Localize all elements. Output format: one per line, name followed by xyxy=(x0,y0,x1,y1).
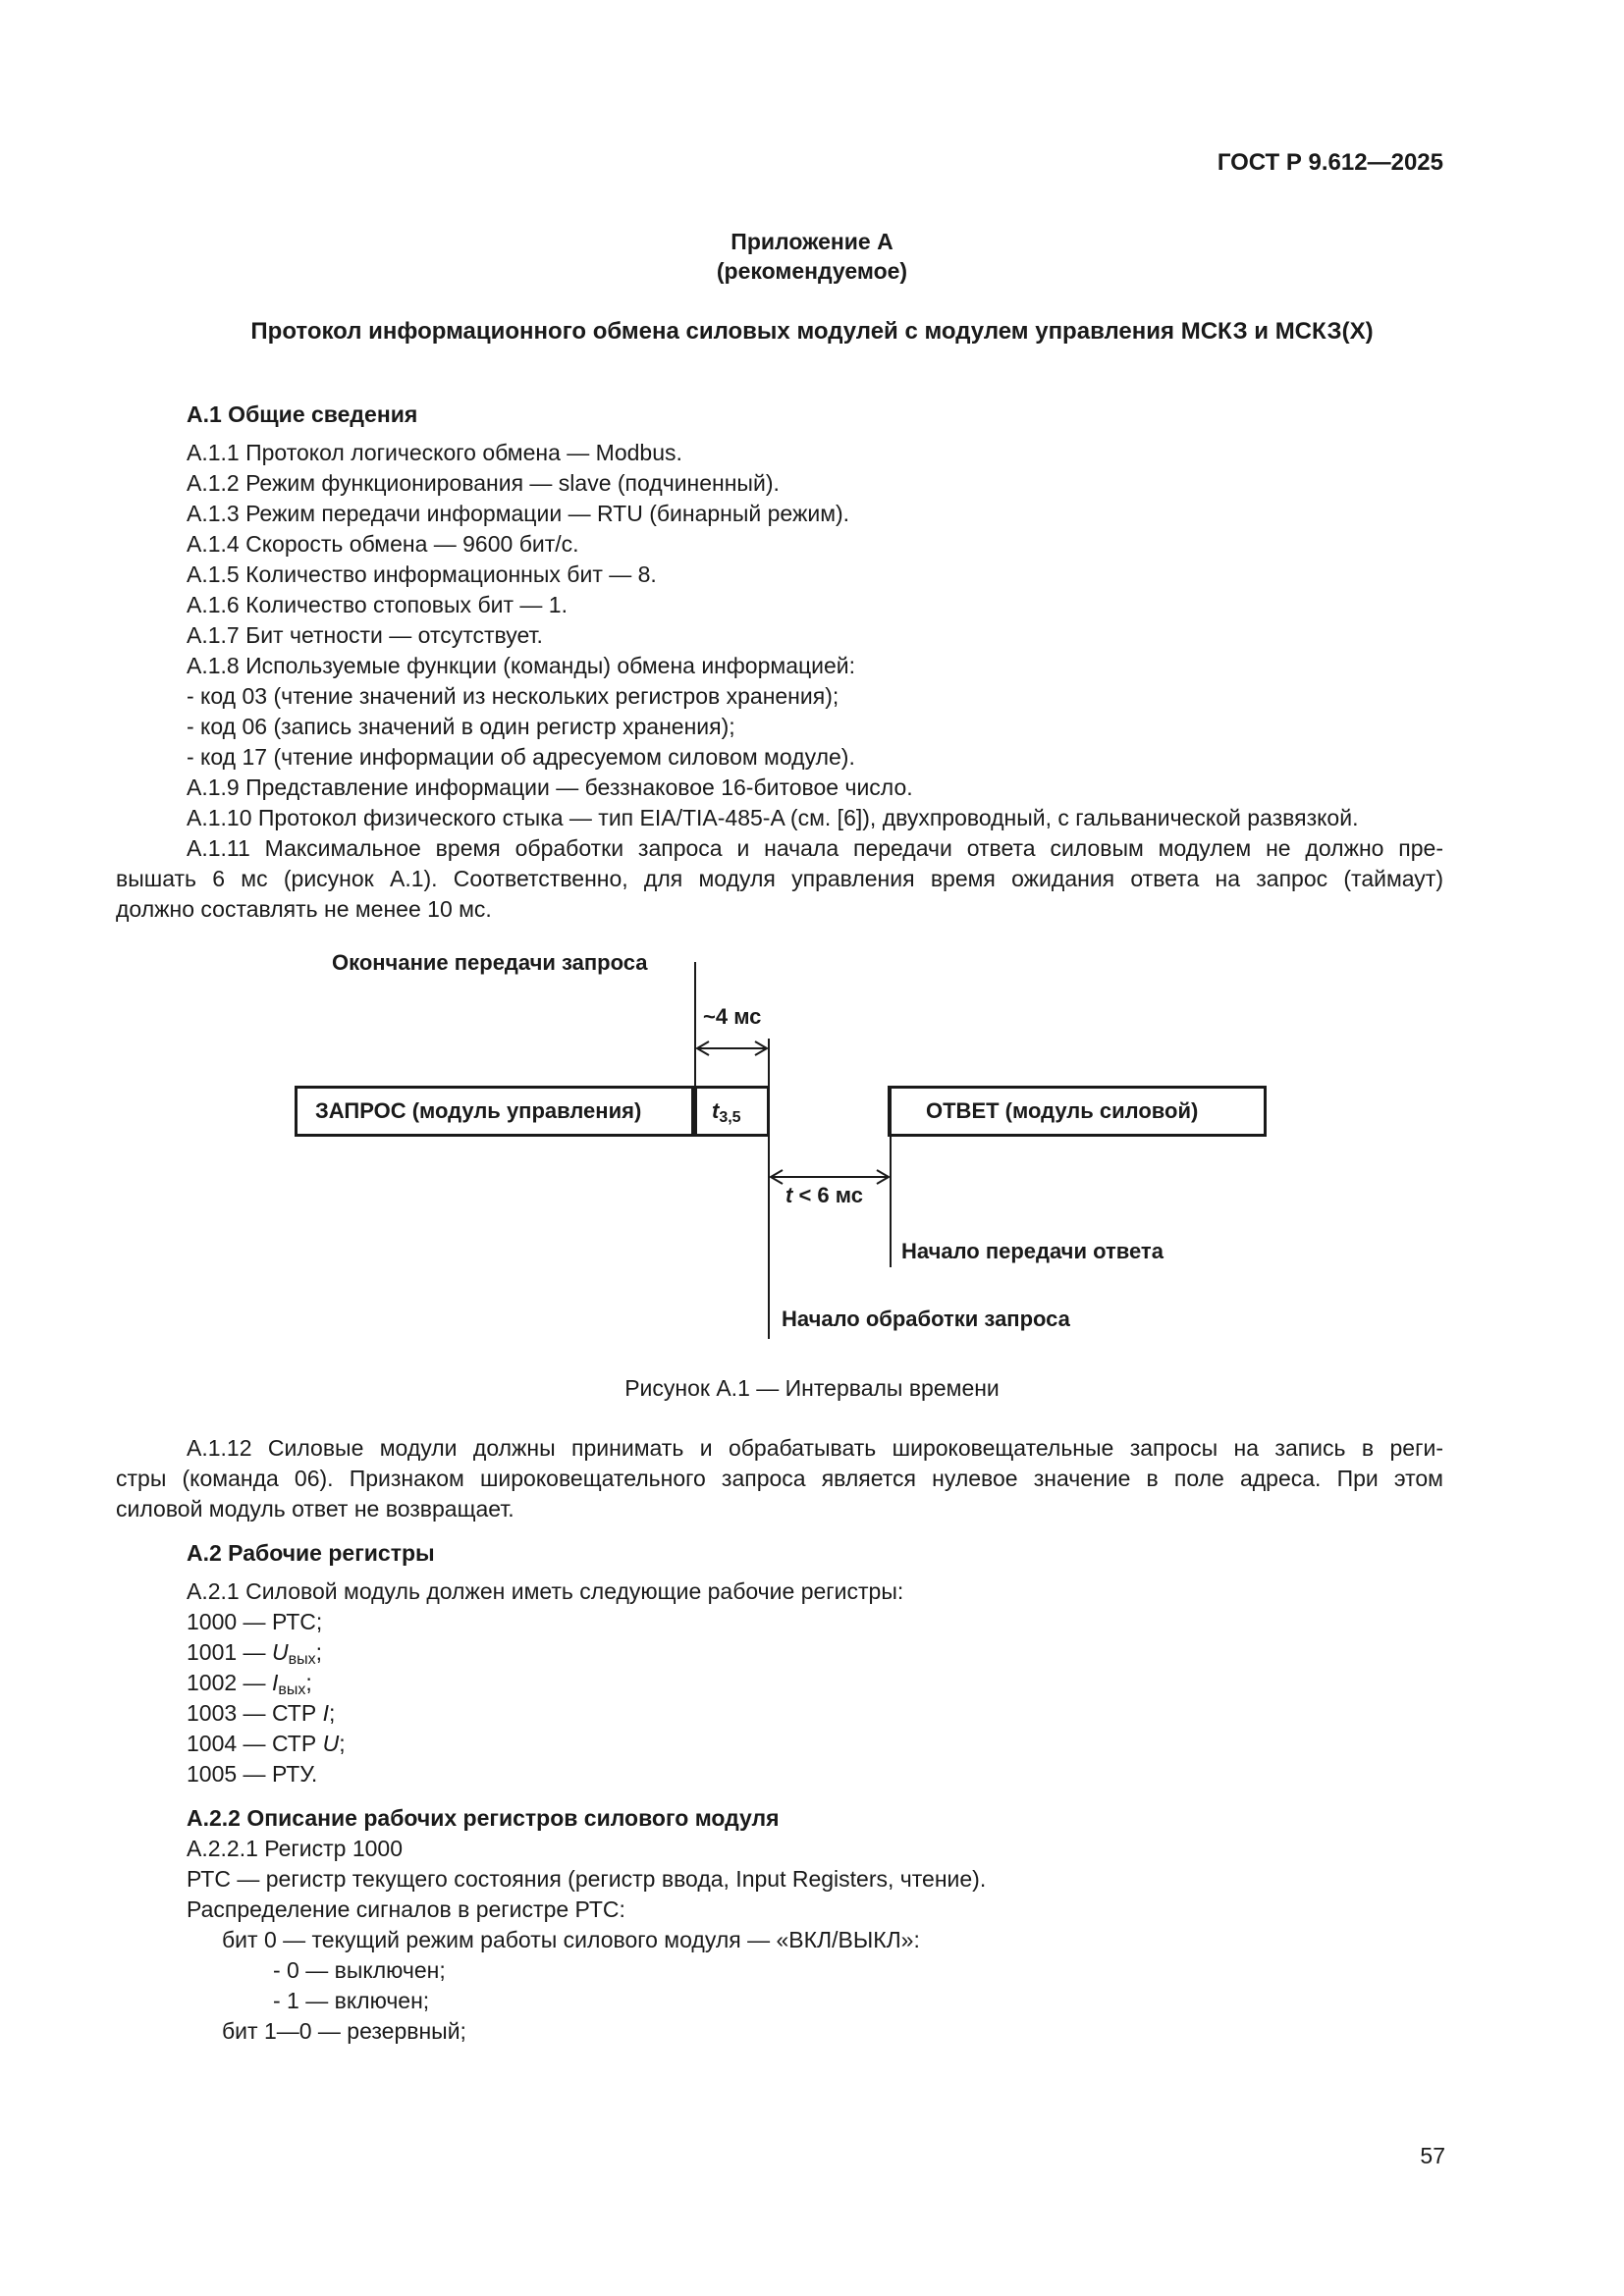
paragraph-a1-2: А.1.2 Режим функционирования — slave (подчиненный). xyxy=(187,470,780,496)
start-of-processing-line xyxy=(768,1039,770,1339)
paragraph-a1-7: А.1.7 Бит четности — отсутствует. xyxy=(187,622,543,648)
standard-code: ГОСТ Р 9.612—2025 xyxy=(1217,149,1443,176)
bit-0-on: - 1 — включен; xyxy=(273,1988,430,2013)
appendix-subtitle: (рекомендуемое) xyxy=(716,258,908,284)
paragraph-a2-2-1: А.2.2.1 Регистр 1000 xyxy=(187,1836,404,1861)
list-item-code-17: - код 17 (чтение информации об адресуемом силовом модуле). xyxy=(187,744,855,770)
register-1004: 1004 — СТР U; xyxy=(187,1731,346,1756)
label-start-of-response: Начало передачи ответа xyxy=(901,1239,1164,1263)
section-heading-a1: А.1 Общие сведения xyxy=(187,401,418,427)
arrow-6ms-left-head xyxy=(771,1170,783,1184)
list-item-code-03: - код 03 (чтение значений из нескольких регистров хранения); xyxy=(187,683,839,709)
label-start-of-processing: Начало обработки запроса xyxy=(782,1307,1070,1331)
appendix-title: Приложение А xyxy=(731,229,893,254)
paragraph-a1-11-line-3: должно составлять не менее 10 мс. xyxy=(116,896,492,922)
t35-box xyxy=(691,1086,770,1137)
request-box-label: ЗАПРОС (модуль управления) xyxy=(315,1098,642,1123)
appendix-heading: Протокол информационного обмена силовых модулей с модулем управления МСКЗ и МСКЗ(Х) xyxy=(250,318,1374,345)
register-1000: 1000 — РТС; xyxy=(187,1609,323,1634)
bit-0-off: - 0 — выключен; xyxy=(273,1957,446,1983)
paragraph-rts-description: РТС — регистр текущего состояния (регистр ввода, Input Registers, чтение). xyxy=(187,1866,987,1892)
response-box xyxy=(888,1086,1267,1137)
paragraph-a1-8: А.1.8 Используемые функции (команды) обмена информацией: xyxy=(187,653,856,678)
paragraph-a1-10: А.1.10 Протокол физического стыка — тип EIA/TIA-485-A (см. [6]), двухпроводный, с гальванической развязкой. xyxy=(187,805,1359,830)
register-1003: 1003 — СТР I; xyxy=(187,1700,336,1726)
section-heading-a2-2: А.2.2 Описание рабочих регистров силового модуля xyxy=(187,1805,780,1831)
paragraph-a1-3: А.1.3 Режим передачи информации — RTU (бинарный режим). xyxy=(187,501,850,526)
register-1005: 1005 — РТУ. xyxy=(187,1761,318,1787)
label-t-less-6ms: t < 6 мс xyxy=(785,1183,863,1207)
paragraph-a1-6: А.1.6 Количество стоповых бит — 1. xyxy=(187,592,568,617)
label-end-of-request: Окончание передачи запроса xyxy=(332,950,648,975)
response-box-label: ОТВЕТ (модуль силовой) xyxy=(926,1098,1199,1123)
paragraph-a1-12-line-2: стры (команда 06). Признаком широковещательного запроса является нулевое значение в поле адреса. При этом xyxy=(116,1466,1443,1491)
bit-0-description: бит 0 — текущий режим работы силового модуля — «ВКЛ/ВЫКЛ»: xyxy=(222,1927,920,1952)
paragraph-a1-4: А.1.4 Скорость обмена — 9600 бит/с. xyxy=(187,531,579,557)
register-1002: 1002 — $I_{вых}$; xyxy=(187,1670,312,1698)
paragraph-a1-12-line-1: А.1.12 Силовые модули должны принимать и обрабатывать широковещательные запросы на запись в реги- xyxy=(187,1435,1443,1461)
section-heading-a2: А.2 Рабочие регистры xyxy=(187,1540,435,1566)
paragraph-a1-5: А.1.5 Количество информационных бит — 8. xyxy=(187,561,657,587)
end-of-request-line xyxy=(694,962,696,1109)
t35-label: $t_{3,5}$ xyxy=(712,1098,741,1126)
paragraph-a1-1: А.1.1 Протокол логического обмена — Modbus. xyxy=(187,440,682,465)
list-item-code-06: - код 06 (запись значений в один регистр хранения); xyxy=(187,714,735,739)
paragraph-a2-1: А.2.1 Силовой модуль должен иметь следующие рабочие регистры: xyxy=(187,1578,904,1604)
page-number: 57 xyxy=(1420,2143,1445,2168)
paragraph-a1-11-line-2: вышать 6 мс (рисунок А.1). Соответственно, для модуля управления время ожидания ответа на запрос (таймаут) xyxy=(116,866,1443,891)
paragraph-a1-9: А.1.9 Представление информации — беззнаковое 16-битовое число. xyxy=(187,774,913,800)
arrow-4ms-right-head xyxy=(755,1041,767,1055)
paragraph-a1-12-line-3: силовой модуль ответ не возвращает. xyxy=(116,1496,514,1522)
paragraph-signal-distribution: Распределение сигналов в регистре РТС: xyxy=(187,1896,625,1922)
label-4ms: ~4 мс xyxy=(703,1004,762,1029)
register-1001: 1001 — $U_{вых}$; xyxy=(187,1639,322,1668)
arrow-6ms-right-head xyxy=(877,1170,889,1184)
paragraph-a1-11-line-1: А.1.11 Максимальное время обработки запроса и начала передачи ответа силовым модулем не должно пре- xyxy=(187,835,1443,861)
bit-1-reserved: бит 1—0 — резервный; xyxy=(222,2018,466,2044)
start-of-response-line xyxy=(890,1088,892,1267)
arrow-4ms-left-head xyxy=(697,1041,709,1055)
figure-caption: Рисунок А.1 — Интервалы времени xyxy=(624,1375,1000,1401)
request-box xyxy=(295,1086,697,1137)
